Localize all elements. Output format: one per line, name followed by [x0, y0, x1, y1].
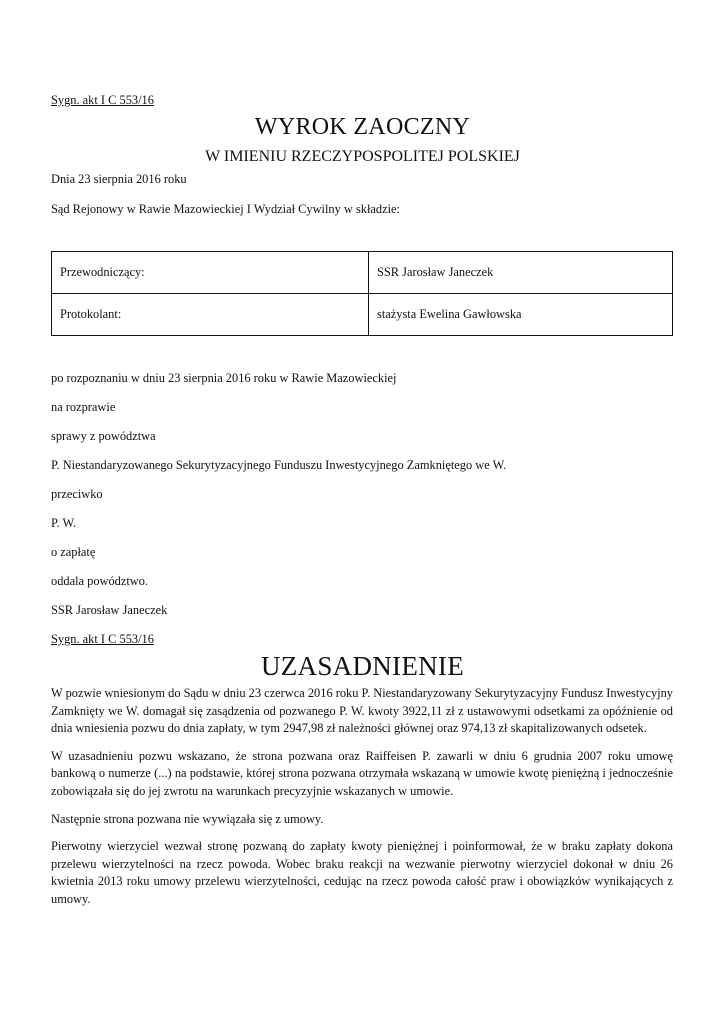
case-signature-2: Sygn. akt I C 553/16 [51, 632, 154, 646]
proceedings-line: na rozprawie [51, 400, 116, 414]
defendant-name: P. W. [51, 516, 77, 530]
proceedings-line: sprawy z powództwa [51, 429, 156, 443]
justification-paragraph: W uzasadnieniu pozwu wskazano, że strona pozwana oraz Raiffeisen P. zawarli w dniu 6 grudnia 2007 roku umowę bankową o numerze (...) na podstawie, której strona pozwana otrzymała wskazaną w umowie kwotę pieniężną i jednocześnie zobowiązała się do jej zwrotu na warunkach precyzyjnie wskazanych w umowie. [51, 748, 673, 799]
justification-paragraph: Następnie strona pozwana nie wywiązała się z umowy. [51, 811, 324, 826]
court-composition-table [51, 251, 673, 336]
court-line: Sąd Rejonowy w Rawie Mazowieckiej I Wydział Cywilny w składzie: [51, 202, 400, 216]
judgment-title: WYROK ZAOCZNY [254, 114, 471, 140]
justification-title: UZASADNIENIE [260, 651, 465, 681]
table-row [52, 294, 673, 336]
proceedings-line: przeciwko [51, 487, 103, 501]
composition-person: SSR Jarosław Janeczek [369, 252, 673, 294]
justification-paragraph: W pozwie wniesionym do Sądu w dniu 23 czerwca 2016 roku P. Niestandaryzowany Sekurytyzacyjny Fundusz Inwestycyjny Zamknięty we W. domagał się zasądzenia od pozwanego P. W. kwoty 3922,11 zł z ustawowymi odsetkami za opóźnienie od dnia wniesienia pozwu do dnia zapłaty, w tym 2947,98 zł należności głównej oraz 974,13 zł skapitalizowanych odsetek. [51, 686, 673, 736]
table-row [52, 252, 673, 294]
composition-role: Protokolant: [52, 294, 369, 336]
case-signature: Sygn. akt I C 553/16 [51, 93, 154, 107]
composition-role: Przewodniczący: [52, 252, 369, 294]
composition-person: stażysta Ewelina Gawłowska [369, 294, 673, 336]
plaintiff-name: P. Niestandaryzowanego Sekurytyzacyjnego Funduszu Inwestycyjnego Zamkniętego we W. [51, 458, 507, 472]
justification-paragraph: Pierwotny wierzyciel wezwał stronę pozwaną do zapłaty kwoty pieniężnej i poinformował, że w braku zapłaty dokona przelewu wierzytelności na rzecz powoda. Wobec braku reakcji na wezwanie pierwotny wierzyciel dokonał w dniu 26 kwietnia 2013 roku umowy przelewu wierzytelności, cedując na rzecz powoda całość praw i obowiązków wynikających z umowy. [51, 839, 673, 907]
proceedings-line: o zapłatę [51, 545, 96, 559]
judgment-subtitle: W IMIENIU RZECZYPOSPOLITEJ POLSKIEJ [205, 148, 520, 165]
verdict-line: oddala powództwo. [51, 574, 149, 588]
justification-body [51, 685, 673, 919]
proceedings-line: po rozpoznaniu w dniu 23 sierpnia 2016 roku w Rawie Mazowieckiej [51, 371, 397, 385]
judgment-date: Dnia 23 sierpnia 2016 roku [51, 172, 187, 186]
judge-signature: SSR Jarosław Janeczek [51, 603, 168, 617]
